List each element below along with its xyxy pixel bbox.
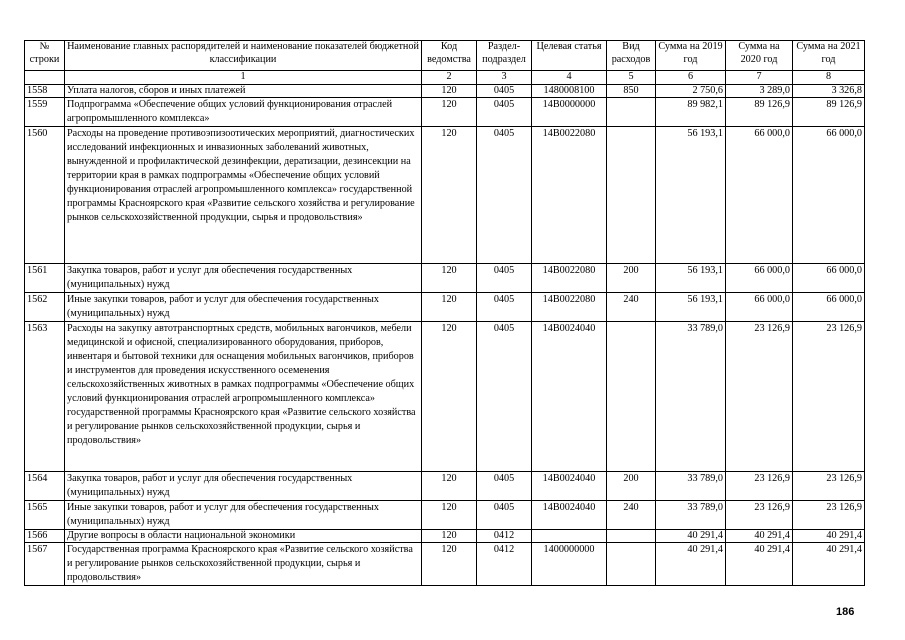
- row-2021: 66 000,0: [793, 126, 865, 263]
- row-2021: 89 126,9: [793, 97, 865, 126]
- row-section: 0405: [477, 84, 532, 97]
- row-dept: 120: [422, 500, 477, 529]
- row-dept: 120: [422, 542, 477, 585]
- row-target: 14В0022080: [532, 263, 607, 292]
- row-name: Государственная программа Красноярского края «Развитие сельского хозяйства и регулирование рынков сельскохозяйственной продукции, сырья и продовольствия»: [65, 542, 422, 585]
- row-number: 1564: [25, 471, 65, 500]
- row-name: Иные закупки товаров, работ и услуг для обеспечения государственных (муниципальных) нужд: [65, 292, 422, 321]
- row-2021: 66 000,0: [793, 292, 865, 321]
- row-target: 14В0022080: [532, 126, 607, 263]
- row-name: Другие вопросы в области национальной экономики: [65, 529, 422, 542]
- table-row: [25, 292, 865, 321]
- row-number: 1559: [25, 97, 65, 126]
- row-number: 1560: [25, 126, 65, 263]
- row-section: 0405: [477, 292, 532, 321]
- row-2021: 23 126,9: [793, 500, 865, 529]
- header-target: Целевая статья: [532, 41, 607, 71]
- header-2019: Сумма на 2019 год: [656, 41, 726, 71]
- row-exptype: [607, 542, 656, 585]
- row-target: 14В0022080: [532, 292, 607, 321]
- row-target: 14В0024040: [532, 500, 607, 529]
- row-exptype: [607, 321, 656, 471]
- table-row: [25, 529, 865, 542]
- row-exptype: 850: [607, 84, 656, 97]
- row-name: Расходы на закупку автотранспортных средств, мобильных вагончиков, мебели медицинской и офисной, специализированного оборудования, приборов, инвентаря и бытовой техники для оснащения мобильных вагончиков, приборов и инструментов для проведения искусственного осеменения сельскохозяйственных животных в рамках подпрограммы «Обеспечение общих условий функционирования отраслей агропромышленного комплекса» государственной программы Красноярского края «Развитие сельского хозяйства и регулирование рынков сельскохозяйственной продукции, сырья и продовольствия»: [65, 321, 422, 471]
- colnum-3: 3: [477, 71, 532, 85]
- row-section: 0412: [477, 542, 532, 585]
- row-exptype: 200: [607, 471, 656, 500]
- colnum-8: 8: [793, 71, 865, 85]
- row-dept: 120: [422, 292, 477, 321]
- table-row: [25, 500, 865, 529]
- row-2021: 40 291,4: [793, 542, 865, 585]
- header-name: Наименование главных распорядителей и наименование показателей бюджетной классификации: [65, 41, 422, 71]
- row-2020: 40 291,4: [726, 529, 793, 542]
- row-2019: 56 193,1: [656, 126, 726, 263]
- row-2020: 66 000,0: [726, 292, 793, 321]
- page-number: 186: [836, 606, 855, 618]
- row-2020: 23 126,9: [726, 500, 793, 529]
- colnum-1: 1: [65, 71, 422, 85]
- row-2020: 40 291,4: [726, 542, 793, 585]
- table-row: [25, 126, 865, 263]
- row-dept: 120: [422, 126, 477, 263]
- row-2020: 23 126,9: [726, 321, 793, 471]
- row-2019: 33 789,0: [656, 471, 726, 500]
- row-dept: 120: [422, 529, 477, 542]
- row-name: Закупка товаров, работ и услуг для обеспечения государственных (муниципальных) нужд: [65, 471, 422, 500]
- row-dept: 120: [422, 471, 477, 500]
- row-section: 0405: [477, 126, 532, 263]
- row-2020: 66 000,0: [726, 126, 793, 263]
- row-2019: 33 789,0: [656, 500, 726, 529]
- row-exptype: 240: [607, 292, 656, 321]
- budget-table: [24, 40, 865, 586]
- row-2019: 89 982,1: [656, 97, 726, 126]
- row-exptype: [607, 126, 656, 263]
- row-exptype: 240: [607, 500, 656, 529]
- row-2021: 23 126,9: [793, 321, 865, 471]
- colnum-7: 7: [726, 71, 793, 85]
- header-row: [25, 41, 865, 71]
- table-row: [25, 97, 865, 126]
- row-2019: 56 193,1: [656, 263, 726, 292]
- row-2019: 40 291,4: [656, 542, 726, 585]
- row-exptype: [607, 529, 656, 542]
- row-target: [532, 529, 607, 542]
- column-number-row: [25, 71, 865, 85]
- row-target: 1400000000: [532, 542, 607, 585]
- row-name: Расходы на проведение противоэпизоотических мероприятий, диагностических исследований инфекционных и инвазионных заболеваний животных, вынужденной и профилактической дезинфекции, дератизации, дезинсекции на территории края в рамках подпрограммы «Обеспечение общих условий функционирования отраслей агропромышленного комплекса» государственной программы Красноярского края «Развитие сельского хозяйства и регулирование рынков сельскохозяйственной продукции, сырья и продовольствия»: [65, 126, 422, 263]
- row-2021: 66 000,0: [793, 263, 865, 292]
- row-number: 1562: [25, 292, 65, 321]
- row-2020: 23 126,9: [726, 471, 793, 500]
- row-dept: 120: [422, 321, 477, 471]
- row-2021: 40 291,4: [793, 529, 865, 542]
- table-row: [25, 263, 865, 292]
- table-row: [25, 321, 865, 471]
- header-num: № строки: [25, 41, 65, 71]
- header-section: Раздел-подраздел: [477, 41, 532, 71]
- table-row: [25, 84, 865, 97]
- row-2019: 33 789,0: [656, 321, 726, 471]
- row-dept: 120: [422, 97, 477, 126]
- row-number: 1558: [25, 84, 65, 97]
- header-dept: Код ведомства: [422, 41, 477, 71]
- row-name: Подпрограмма «Обеспечение общих условий функционирования отраслей агропромышленного комплекса»: [65, 97, 422, 126]
- row-number: 1561: [25, 263, 65, 292]
- row-dept: 120: [422, 84, 477, 97]
- header-exptype: Вид расходов: [607, 41, 656, 71]
- row-2021: 23 126,9: [793, 471, 865, 500]
- colnum-6: 6: [656, 71, 726, 85]
- row-section: 0405: [477, 97, 532, 126]
- colnum-0: [25, 71, 65, 85]
- row-name: Закупка товаров, работ и услуг для обеспечения государственных (муниципальных) нужд: [65, 263, 422, 292]
- table-row: [25, 471, 865, 500]
- row-number: 1563: [25, 321, 65, 471]
- row-target: 14В0024040: [532, 321, 607, 471]
- header-2021: Сумма на 2021 год: [793, 41, 865, 71]
- row-exptype: 200: [607, 263, 656, 292]
- row-section: 0405: [477, 321, 532, 471]
- row-target: 14В0024040: [532, 471, 607, 500]
- table-row: [25, 542, 865, 585]
- row-exptype: [607, 97, 656, 126]
- row-2019: 40 291,4: [656, 529, 726, 542]
- row-section: 0405: [477, 263, 532, 292]
- row-section: 0405: [477, 471, 532, 500]
- colnum-4: 4: [532, 71, 607, 85]
- row-target: 1480008100: [532, 84, 607, 97]
- row-section: 0405: [477, 500, 532, 529]
- row-name: Иные закупки товаров, работ и услуг для обеспечения государственных (муниципальных) нужд: [65, 500, 422, 529]
- row-dept: 120: [422, 263, 477, 292]
- row-number: 1565: [25, 500, 65, 529]
- row-2019: 2 750,6: [656, 84, 726, 97]
- colnum-2: 2: [422, 71, 477, 85]
- row-2020: 3 289,0: [726, 84, 793, 97]
- colnum-5: 5: [607, 71, 656, 85]
- row-2020: 89 126,9: [726, 97, 793, 126]
- row-number: 1566: [25, 529, 65, 542]
- header-2020: Сумма на 2020 год: [726, 41, 793, 71]
- row-number: 1567: [25, 542, 65, 585]
- row-2020: 66 000,0: [726, 263, 793, 292]
- row-section: 0412: [477, 529, 532, 542]
- row-2019: 56 193,1: [656, 292, 726, 321]
- row-2021: 3 326,8: [793, 84, 865, 97]
- row-target: 14В0000000: [532, 97, 607, 126]
- row-name: Уплата налогов, сборов и иных платежей: [65, 84, 422, 97]
